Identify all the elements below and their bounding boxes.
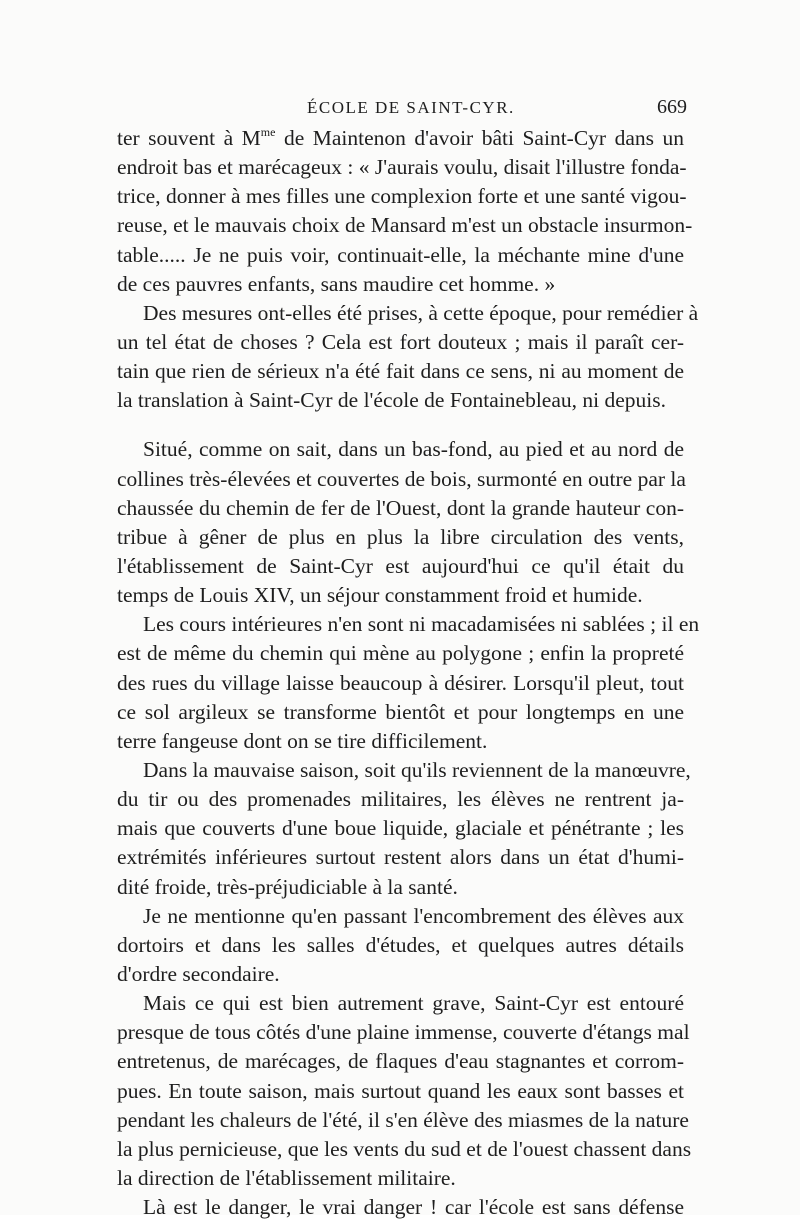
text-line: la translation à Saint-Cyr de l'école de Fontainebleau, ni depuis. (117, 388, 666, 413)
page-number: 669 (657, 96, 687, 118)
paragraph (117, 610, 700, 756)
text-line: Je ne mentionne qu'en passant l'encombrement des élèves aux (143, 903, 684, 928)
text-line: dité froide, très-préjudiciable à la santé. (117, 874, 458, 899)
text-line: Des mesures ont-elles été prises, à cette époque, pour remédier à (143, 300, 699, 325)
text-line: mais que couverts d'une boue liquide, glaciale et pénétrante ; les (117, 816, 684, 841)
paragraph (117, 1193, 684, 1222)
text-line: extrémités inférieures surtout restent alors dans un état d'humi- (117, 845, 684, 870)
text-line: temps de Louis XIV, un séjour constamment froid et humide. (117, 583, 643, 608)
text-line: table..... Je ne puis voir, continuait-elle, la méchante mine d'une (117, 242, 684, 267)
paragraph (117, 299, 699, 416)
text-line: du tir ou des promenades militaires, les élèves ne rentrent ja- (117, 787, 684, 812)
paragraph (117, 124, 693, 299)
text-line: tribue à gêner de plus en plus la libre circulation des vents, (117, 524, 684, 549)
text-line: presque de tous côtés d'une plaine immense, couverte d'étangs mal (117, 1020, 690, 1045)
text-line: Dans la mauvaise saison, soit qu'ils reviennent de la manœuvre, (143, 757, 691, 782)
text-line: d'ordre secondaire. (117, 961, 280, 986)
text-line: Situé, comme on sait, dans un bas-fond, au pied et au nord de (143, 437, 684, 462)
text-line: reuse, et le mauvais choix de Mansard m'est un obstacle insurmon- (117, 213, 693, 238)
text-line: un tel état de choses ? Cela est fort douteux ; mais il paraît cer- (117, 329, 684, 354)
text-line: dortoirs et dans les salles d'études, et quelques autres détails (117, 932, 684, 957)
text-line: endroit bas et marécageux : « J'aurais voulu, disait l'illustre fonda- (117, 155, 687, 180)
text-line: pendant les chaleurs de l'été, il s'en élève des miasmes de la nature (117, 1107, 689, 1132)
text-line: tain que rien de sérieux n'a été fait dans ce sens, ni au moment de (117, 359, 684, 384)
text-line: la plus pernicieuse, que les vents du sud et de l'ouest chassent dans (117, 1136, 692, 1161)
running-title: ÉCOLE DE SAINT-CYR. (307, 98, 515, 117)
text-line: l'établissement de Saint-Cyr est aujourd'hui ce qu'il était du (117, 553, 684, 578)
text-line: entretenus, de marécages, de flaques d'eau stagnantes et corrom- (117, 1049, 684, 1074)
text-line: ce sol argileux se transforme bientôt et pour longtemps en une (117, 699, 684, 724)
text-line: Les cours intérieures n'en sont ni macadamisées ni sablées ; il en (143, 612, 700, 637)
text-line: chaussée du chemin de fer de l'Ouest, dont la grande hauteur con- (117, 495, 684, 520)
text-line: pues. En toute saison, mais surtout quand les eaux sont basses et (117, 1078, 684, 1103)
paragraph (117, 902, 684, 989)
text-line: Là est le danger, le vrai danger ! car l'école est sans défense (143, 1195, 684, 1220)
text-line: Mais ce qui est bien autrement grave, Saint-Cyr est entouré (143, 991, 684, 1016)
paragraph (117, 756, 691, 902)
paragraph (117, 435, 684, 610)
text-line: la direction de l'établissement militaire. (117, 1165, 456, 1190)
text-line: des rues du village laisse beaucoup à désirer. Lorsqu'il pleut, tout (117, 670, 684, 695)
text-line: est de même du chemin qui mène au polygone ; enfin la propreté (117, 641, 684, 666)
paragraph (117, 989, 692, 1193)
text-line: terre fangeuse dont on se tire difficilement. (117, 728, 488, 753)
text-line: ter souvent à $M^{me}$ de Maintenon d'avoir bâti Saint-Cyr dans un (117, 125, 685, 150)
body-text (117, 124, 700, 1222)
text-line: trice, donner à mes filles une complexion forte et une santé vigou- (117, 184, 687, 209)
text-line: de ces pauvres enfants, sans maudire cet homme. » (117, 271, 556, 296)
text-line: collines très-élevées et couvertes de bois, surmonté en outre par la (117, 466, 686, 491)
paragraph-gap (117, 415, 684, 435)
